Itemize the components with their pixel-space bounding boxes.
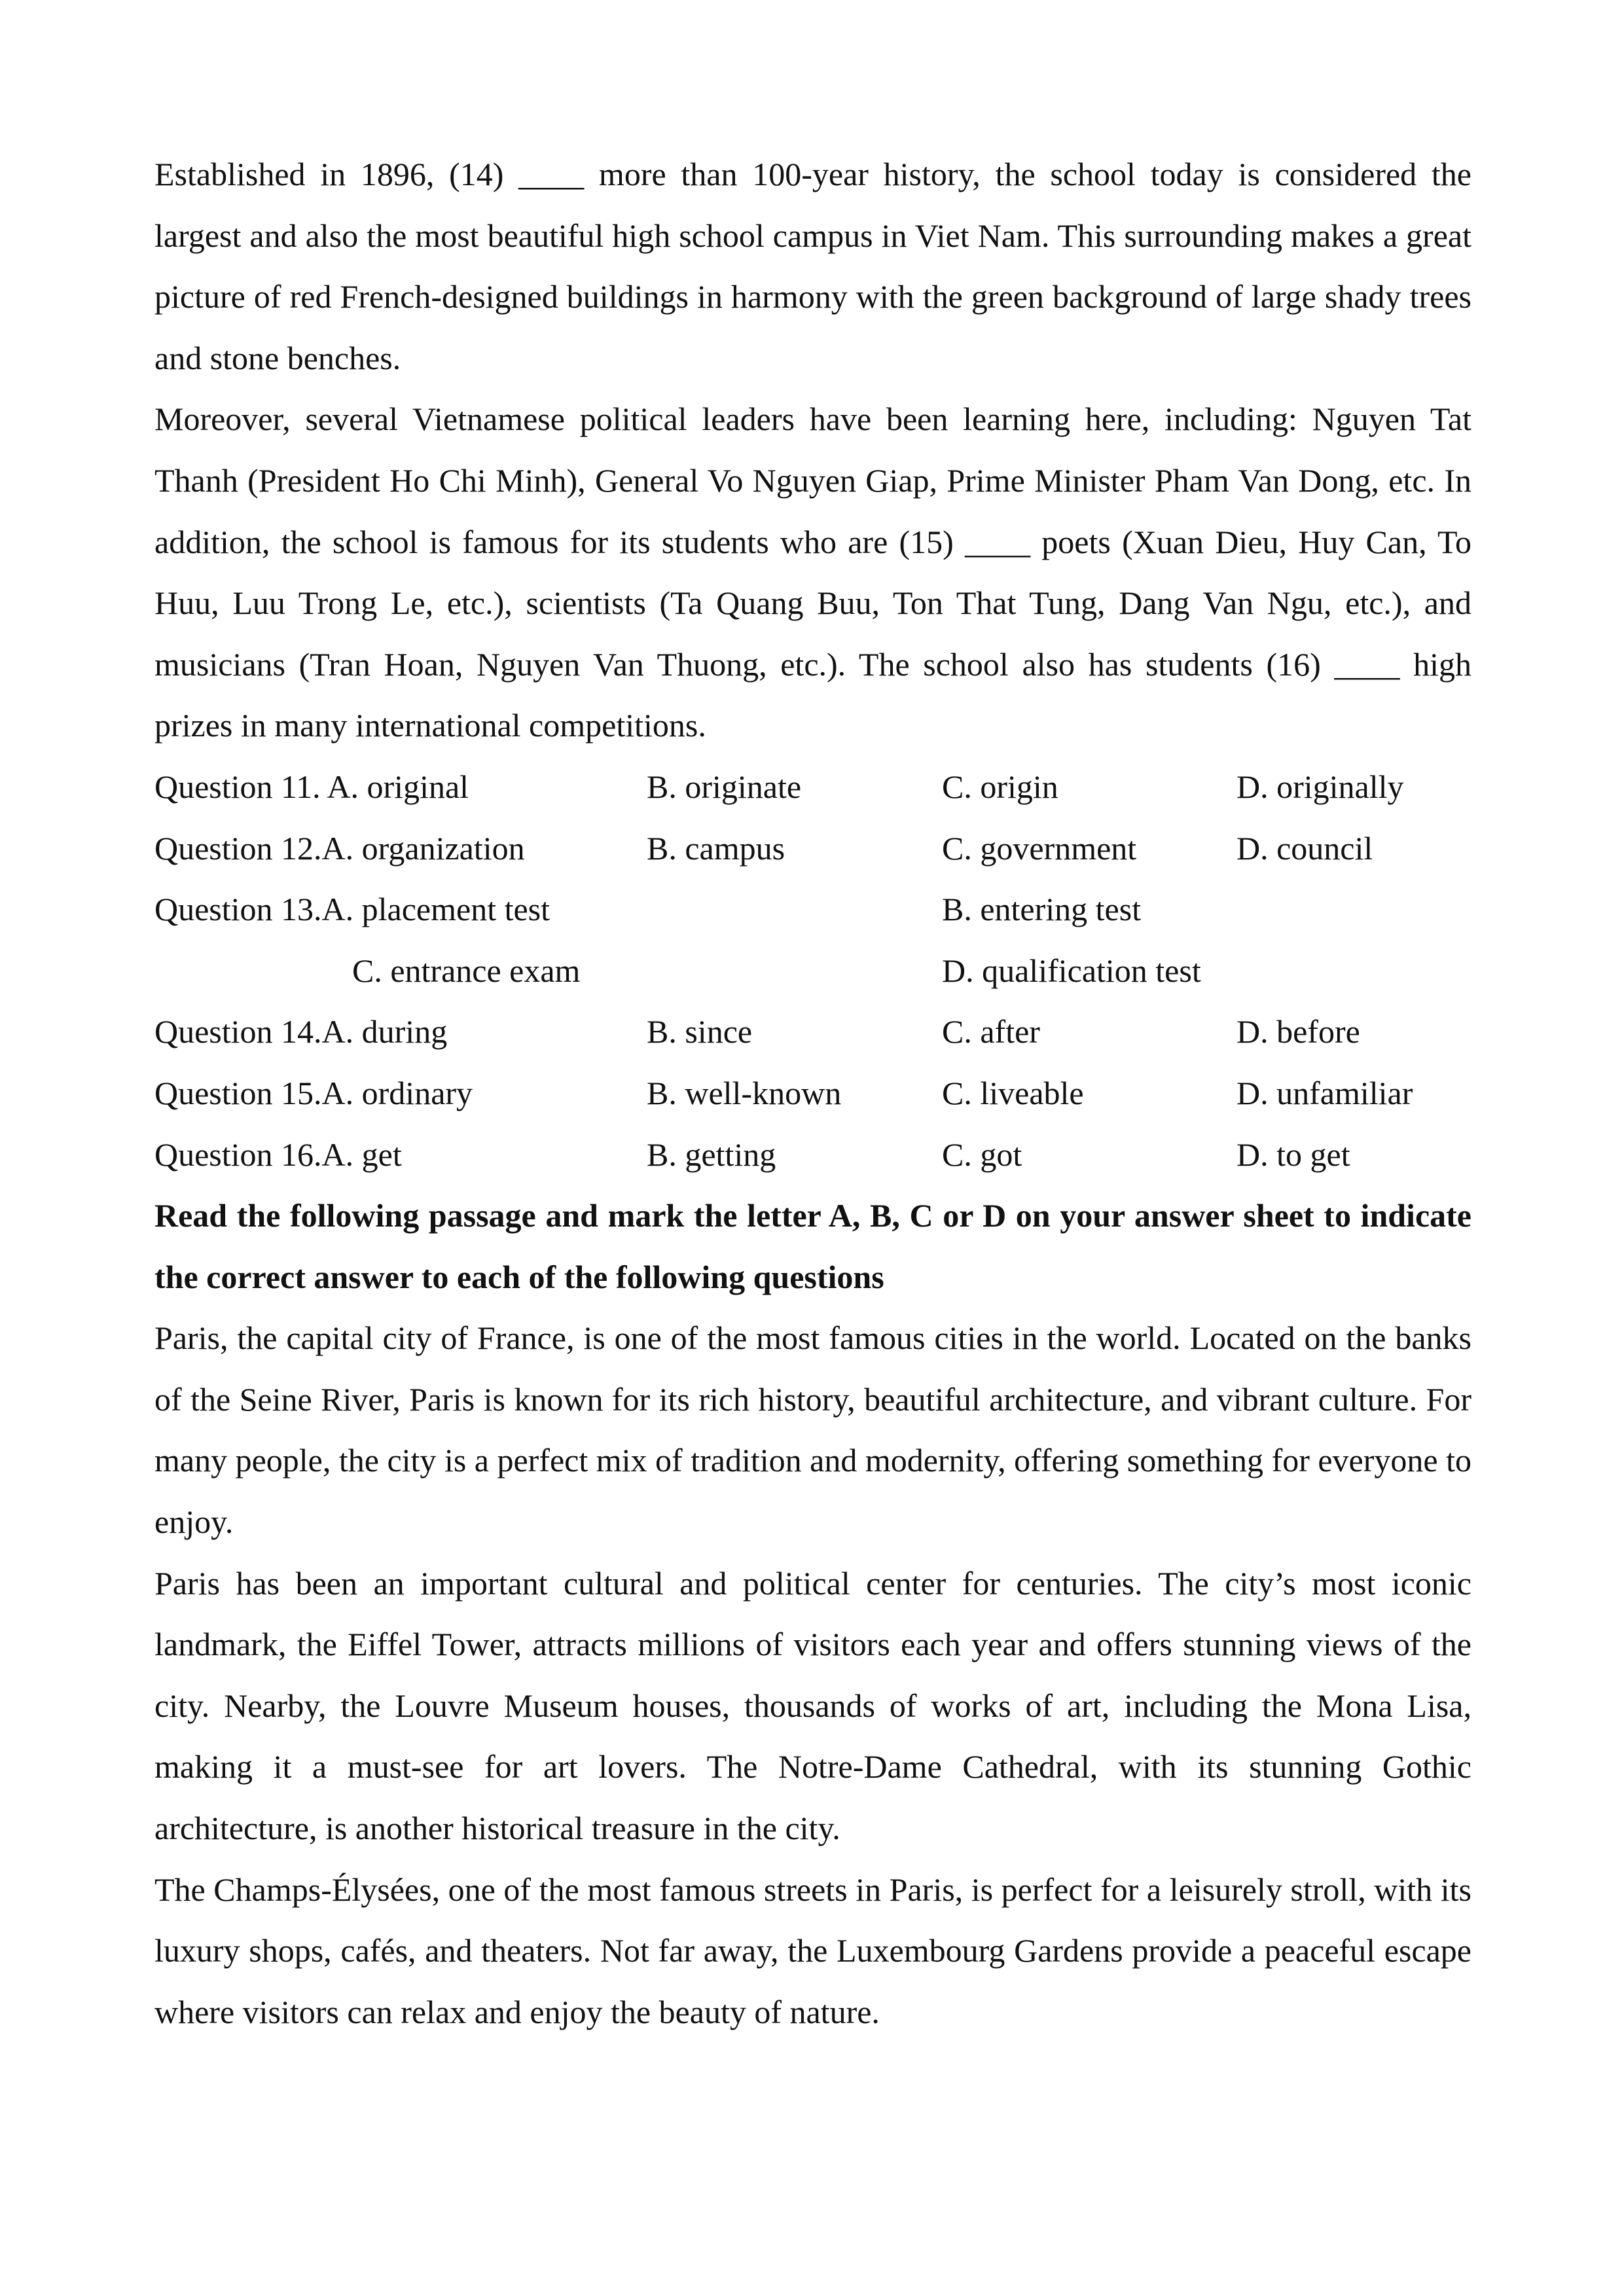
question-11-option-d: D. originally [1236, 768, 1404, 805]
question-16-option-b: B. getting [647, 1136, 776, 1173]
passage2-paragraph-3: The Champs-Élysées, one of the most famous streets in Paris, is perfect for a leisurely stroll, with its luxury shops, cafés, and theaters. Not far away, the Luxembourg Gardens provide a peaceful escape where visitors can relax and enjoy the beauty of nature. [154, 1871, 1471, 2030]
question-15-option-a: Question 15.A. ordinary [154, 1074, 473, 1111]
question-11-option-c: C. origin [942, 768, 1058, 805]
question-14 [154, 1001, 1471, 1063]
question-15-option-d: D. unfamiliar [1236, 1074, 1413, 1111]
question-12-option-a: Question 12.A. organization [154, 829, 525, 867]
question-14-option-c: C. after [942, 1013, 1040, 1050]
question-12-option-c: C. government [942, 829, 1137, 867]
passage1-paragraph-2: Moreover, several Vietnamese political leaders have been learning here, including: Nguyen Tat Thanh (President Ho Chi Minh), General Vo Nguyen Giap, Prime Minister Pham Van Dong, etc. In addition, the school is famous for its students who are (15) ____ poets (Xuan Dieu, Huy Can, To Huu, Luu Trong Le, etc.), scientists (Ta Quang Buu, Ton That Tung, Dang Van Ngu, etc.), and musicians (Tran Hoan, Nguyen Van Thuong, etc.). The school also has students (16) ____ high prizes in many international competitions. [154, 401, 1471, 744]
question-13-option-b: B. entering test [942, 891, 1142, 928]
question-13-option-d: D. qualification test [942, 952, 1201, 989]
question-15-option-b: B. well-known [647, 1074, 842, 1111]
question-13-row-2 [154, 941, 1471, 1002]
question-12-option-d: D. council [1236, 829, 1373, 867]
question-13-option-c: C. entrance exam [352, 952, 581, 989]
question-14-option-a: Question 14.A. during [154, 1013, 448, 1050]
question-15-option-c: C. liveable [942, 1074, 1084, 1111]
question-15 [154, 1063, 1471, 1124]
question-14-option-b: B. since [647, 1013, 753, 1050]
passage2-paragraph-1: Paris, the capital city of France, is one of the most famous cities in the world. Located on the banks of the Seine River, Paris is known for its rich history, beautiful architecture, and vibrant culture. For many people, the city is a perfect mix of tradition and modernity, offering something for everyone to enjoy. [154, 1319, 1471, 1541]
question-16 [154, 1124, 1471, 1186]
passage2-paragraph-2: Paris has been an important cultural and political center for centuries. The city’s most iconic landmark, the Eiffel Tower, attracts millions of visitors each year and offers stunning views of the city. Nearby, the Louvre Museum houses, thousands of works of art, including the Mona Lisa, making it a must-see for art lovers. The Notre-Dame Cathedral, with its stunning Gothic architecture, is another historical treasure in the city. [154, 1564, 1471, 1847]
question-16-option-c: C. got [942, 1136, 1022, 1173]
question-11 [154, 757, 1471, 818]
reading-instruction: Read the following passage and mark the letter A, B, C or D on your answer sheet to indicate the correct answer to each of the following questions [154, 1197, 1471, 1295]
question-13-row-1 [154, 879, 1471, 941]
question-11-option-b: B. originate [647, 768, 802, 805]
question-16-option-d: D. to get [1236, 1136, 1350, 1173]
question-14-option-d: D. before [1236, 1013, 1360, 1050]
passage1-paragraph-1: Established in 1896, (14) ____ more than 100-year history, the school today is considered the largest and also the most beautiful high school campus in Viet Nam. This surrounding makes a great picture of red French-designed buildings in harmony with the green background of large shady trees and stone benches. [154, 156, 1471, 376]
question-13-option-a: Question 13.A. placement test [154, 891, 550, 928]
question-12-option-b: B. campus [647, 829, 785, 867]
document-page [154, 144, 1471, 2043]
question-12 [154, 818, 1471, 880]
question-16-option-a: Question 16.A. get [154, 1136, 402, 1173]
question-11-option-a: Question 11. A. original [154, 768, 469, 805]
